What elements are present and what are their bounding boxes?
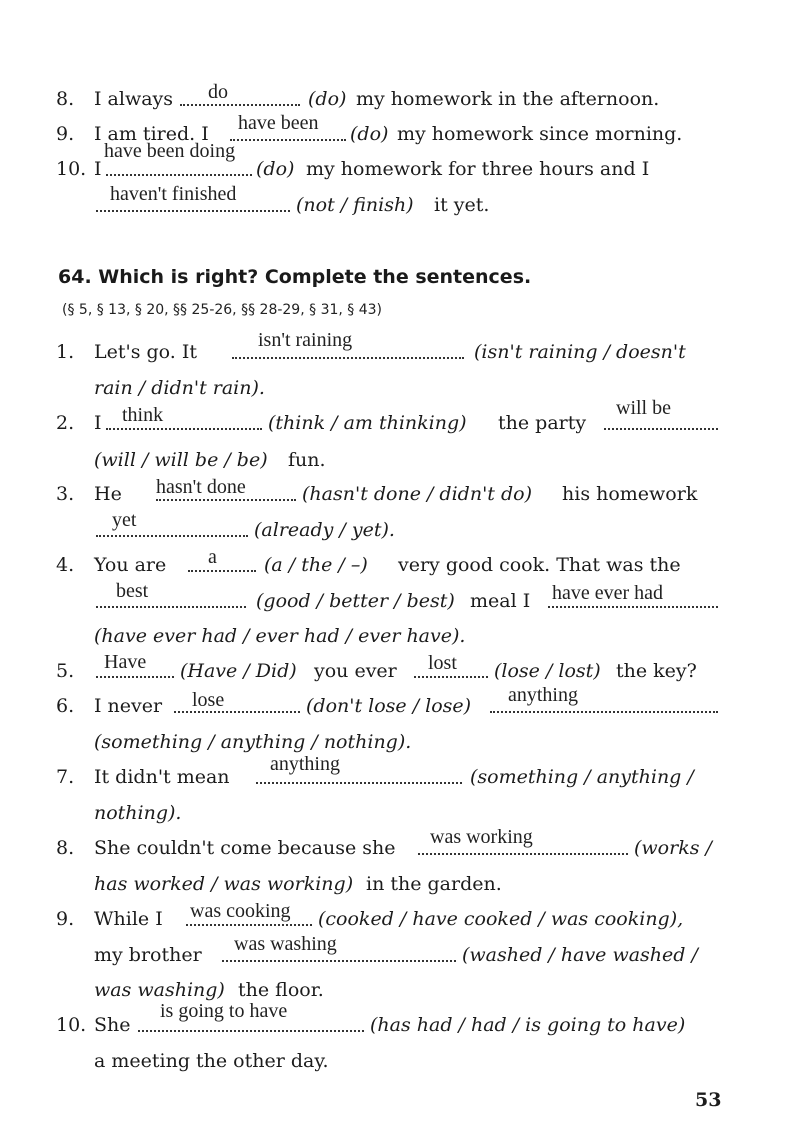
item-10: [0, 1010, 785, 1040]
handwritten-answer: was washing: [234, 933, 337, 955]
sentence-text: I: [94, 412, 102, 434]
item-6-cont: [0, 727, 785, 757]
answer-blank[interactable]: [96, 210, 290, 212]
handwritten-answer: is going to have: [160, 1000, 288, 1022]
answer-blank[interactable]: [418, 853, 628, 855]
answer-blank[interactable]: [222, 960, 456, 962]
handwritten-answer: anything: [508, 684, 578, 706]
handwritten-answer: lost: [428, 652, 457, 674]
item-6: [0, 691, 785, 721]
sentence-text: She couldn't come because she: [94, 837, 396, 859]
item-7: [0, 762, 785, 792]
handwritten-answer: anything: [270, 753, 340, 775]
sentence-text: I never: [94, 695, 163, 717]
options: (has had / had / is going to have): [370, 1014, 686, 1036]
grammar-references: (§ 5, § 13, § 20, §§ 25-26, §§ 28-29, § 31, § 43): [62, 302, 383, 318]
item-7-cont: [0, 798, 785, 828]
item-1: [0, 337, 785, 367]
sentence-text: my homework for three hours and I: [306, 158, 650, 180]
options: (will / will be / be): [94, 449, 268, 471]
handwritten-answer: have ever had: [552, 582, 664, 604]
sentence-text: in the garden.: [366, 873, 502, 895]
item-number: 9.: [56, 123, 75, 145]
answer-blank[interactable]: [230, 139, 346, 141]
item-number: 6.: [56, 695, 75, 717]
item-number: 10.: [56, 1014, 87, 1036]
verb-hint: (do): [308, 88, 347, 110]
item-number: 9.: [56, 908, 75, 930]
handwritten-answer: was cooking: [190, 900, 291, 922]
options: has worked / was working): [94, 873, 354, 895]
answer-blank[interactable]: [180, 104, 300, 106]
options: (already / yet).: [254, 519, 395, 541]
item-number: 10.: [56, 158, 87, 180]
answer-blank[interactable]: [106, 174, 252, 176]
answer-blank[interactable]: [96, 676, 174, 678]
sentence-text: She: [94, 1014, 131, 1036]
handwritten-answer: think: [122, 404, 164, 426]
options: (something / anything /: [470, 766, 694, 788]
answer-blank[interactable]: [106, 428, 262, 430]
item-number: 8.: [56, 837, 75, 859]
item-number: 1.: [56, 341, 75, 363]
item-number: 2.: [56, 412, 75, 434]
answer-blank[interactable]: [138, 1030, 364, 1032]
options: nothing).: [94, 802, 182, 824]
item-number: 3.: [56, 483, 75, 505]
handwritten-answer: do: [208, 81, 228, 103]
options: (cooked / have cooked / was cooking),: [318, 908, 684, 930]
options: (a / the / –): [264, 554, 368, 576]
sentence-text: It didn't mean: [94, 766, 230, 788]
options: (good / better / best): [256, 590, 455, 612]
sentence-text: meal I: [470, 590, 531, 612]
sentence-text: very good cook. That was the: [398, 554, 681, 576]
options: was washing): [94, 979, 225, 1001]
item-4-cont2: [0, 621, 785, 651]
options: (something / anything / nothing).: [94, 731, 412, 753]
sentence-text: the floor.: [238, 979, 324, 1001]
options: (works /: [634, 837, 712, 859]
item-number: 4.: [56, 554, 75, 576]
options: rain / didn't rain).: [94, 377, 265, 399]
verb-hint: (do): [350, 123, 389, 145]
sentence-text: He: [94, 483, 122, 505]
item-2-cont: [0, 445, 785, 475]
answer-blank[interactable]: [96, 535, 248, 537]
item-number: 7.: [56, 766, 75, 788]
item-number: 5.: [56, 660, 75, 682]
sentence-text: You are: [94, 554, 167, 576]
options: (lose / lost): [494, 660, 601, 682]
handwritten-answer: will be: [616, 397, 671, 419]
handwritten-answer: haven't finished: [110, 183, 237, 205]
item-9: [0, 904, 785, 934]
options: (washed / have washed /: [462, 944, 698, 966]
options: (think / am thinking): [268, 412, 467, 434]
item-number: 8.: [56, 88, 75, 110]
sentence-text: the party: [498, 412, 587, 434]
prev-item-8: [0, 81, 785, 114]
answer-blank[interactable]: [548, 606, 718, 608]
item-8-cont: [0, 869, 785, 899]
sentence-text: a meeting the other day.: [94, 1050, 329, 1072]
sentence-text: While I: [94, 908, 163, 930]
answer-blank[interactable]: [188, 570, 256, 572]
sentence-text: I: [94, 158, 102, 180]
answer-blank[interactable]: [156, 499, 296, 501]
sentence-text: it yet.: [434, 194, 490, 216]
sentence-text: my homework in the afternoon.: [356, 88, 660, 110]
sentence-text: I am tired. I: [94, 123, 209, 145]
sentence-text: the key?: [616, 660, 697, 682]
options: (Have / Did): [180, 660, 297, 682]
handwritten-answer: isn't raining: [258, 329, 353, 351]
answer-blank[interactable]: [96, 606, 246, 608]
sentence-text: I always: [94, 88, 174, 110]
sentence-text: my homework since morning.: [397, 123, 683, 145]
options: (have ever had / ever had / ever have).: [94, 625, 466, 647]
page-number: 53: [695, 1089, 722, 1111]
handwritten-answer: lose: [192, 689, 225, 711]
sentence-text: his homework: [562, 483, 698, 505]
handwritten-answer: Have: [104, 651, 147, 673]
options: (isn't raining / doesn't: [474, 341, 686, 363]
sentence-text: Let's go. It: [94, 341, 197, 363]
answer-blank[interactable]: [186, 924, 312, 926]
handwritten-answer: yet: [112, 509, 137, 531]
item-8: [0, 833, 785, 863]
exercise-title: 64. Which is right? Complete the sentences.: [58, 266, 532, 288]
answer-blank[interactable]: [414, 676, 488, 678]
item-4: [0, 550, 785, 580]
handwritten-answer: have been: [238, 112, 319, 134]
verb-hint: (not / finish): [296, 194, 414, 216]
options: (don't lose / lose): [306, 695, 472, 717]
handwritten-answer: was working: [430, 826, 533, 848]
handwritten-answer: best: [116, 580, 149, 602]
answer-blank[interactable]: [604, 428, 718, 430]
item-9-cont2: [0, 975, 785, 1005]
sentence-text: fun.: [288, 449, 326, 471]
sentence-text: my brother: [94, 944, 202, 966]
item-3: [0, 476, 785, 509]
item-10-cont: [0, 1046, 785, 1076]
verb-hint: (do): [256, 158, 295, 180]
answer-blank[interactable]: [256, 782, 462, 784]
answer-blank[interactable]: [490, 711, 718, 713]
handwritten-answer: have been doing: [104, 140, 236, 162]
answer-blank[interactable]: [174, 711, 300, 713]
handwritten-answer: a: [208, 546, 217, 568]
handwritten-answer: hasn't done: [156, 476, 246, 498]
answer-blank[interactable]: [232, 357, 464, 359]
sentence-text: you ever: [314, 660, 397, 682]
options: (hasn't done / didn't do): [302, 483, 532, 505]
item-9-cont: [0, 940, 785, 970]
